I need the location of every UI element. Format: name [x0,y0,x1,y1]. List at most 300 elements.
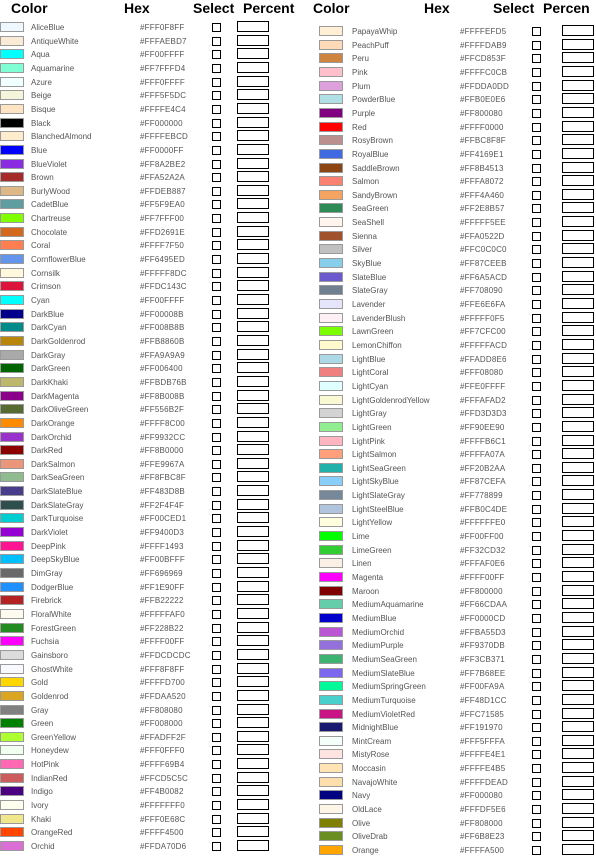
select-checkbox[interactable] [212,200,221,209]
select-checkbox[interactable] [212,269,221,278]
percent-input[interactable] [237,103,269,114]
color-hex: #FF0000CD [460,613,506,623]
percent-input[interactable] [562,680,594,691]
select-checkbox[interactable] [212,624,221,633]
select-checkbox[interactable] [212,610,221,619]
percent-input[interactable] [562,844,594,855]
select-checkbox[interactable] [212,364,221,373]
color-swatch [0,90,24,100]
percent-input[interactable] [562,202,594,213]
select-checkbox[interactable] [212,555,221,564]
select-checkbox[interactable] [532,791,541,800]
color-row [310,735,596,748]
percent-input[interactable] [562,448,594,459]
percent-input[interactable] [562,284,594,295]
color-swatch [0,213,24,223]
color-swatch [319,299,343,309]
select-checkbox[interactable] [212,91,221,100]
percent-input[interactable] [237,567,269,578]
percent-input[interactable] [237,731,269,742]
percent-input[interactable] [562,762,594,773]
percent-input[interactable] [562,503,594,514]
select-checkbox[interactable] [212,187,221,196]
select-checkbox[interactable] [532,682,541,691]
select-checkbox[interactable] [532,546,541,555]
color-row [310,80,596,93]
select-checkbox[interactable] [212,214,221,223]
select-checkbox[interactable] [212,132,221,141]
color-name: ForestGreen [31,623,76,633]
select-checkbox[interactable] [212,528,221,537]
select-checkbox[interactable] [212,446,221,455]
percent-input[interactable] [562,243,594,254]
percent-input[interactable] [237,335,269,346]
color-hex: #FFDDA0DD [460,81,509,91]
percent-input[interactable] [562,639,594,650]
select-checkbox[interactable] [212,678,221,687]
select-checkbox[interactable] [212,228,221,237]
color-swatch [319,818,343,828]
percent-input[interactable] [562,667,594,678]
select-checkbox[interactable] [532,327,541,336]
percent-input[interactable] [237,390,269,401]
color-hex: #FFF0FFF0 [140,746,185,756]
percent-input[interactable] [237,444,269,455]
percent-input[interactable] [562,516,594,527]
percent-input[interactable] [562,407,594,418]
percent-input[interactable] [237,526,269,537]
percent-input[interactable] [562,189,594,200]
select-checkbox[interactable] [532,532,541,541]
percent-input[interactable] [237,676,269,687]
percent-input[interactable] [562,134,594,145]
select-checkbox[interactable] [532,150,541,159]
select-checkbox[interactable] [532,819,541,828]
percent-input[interactable] [237,198,269,209]
percent-input[interactable] [237,799,269,810]
select-checkbox[interactable] [532,68,541,77]
percent-input[interactable] [237,512,269,523]
select-checkbox[interactable] [532,710,541,719]
color-name: Cyan [31,296,50,305]
percent-input[interactable] [237,813,269,824]
percent-input[interactable] [237,35,269,46]
percent-input[interactable] [562,162,594,173]
color-row [310,353,596,366]
percent-input[interactable] [562,339,594,350]
percent-input[interactable] [562,708,594,719]
percent-input[interactable] [562,830,594,841]
select-checkbox[interactable] [212,23,221,32]
percent-input[interactable] [237,431,269,442]
select-checkbox[interactable] [212,692,221,701]
select-checkbox[interactable] [212,542,221,551]
select-checkbox[interactable] [532,641,541,650]
percent-input[interactable] [562,93,594,104]
color-row [310,298,596,311]
select-checkbox[interactable] [532,464,541,473]
color-row [310,230,596,243]
percent-input[interactable] [237,458,269,469]
select-checkbox[interactable] [532,805,541,814]
percent-input[interactable] [562,325,594,336]
percent-input[interactable] [562,107,594,118]
color-name: MediumSpringGreen [352,682,426,692]
select-checkbox[interactable] [212,774,221,783]
percent-input[interactable] [562,598,594,609]
percent-input[interactable] [562,435,594,446]
percent-input[interactable] [562,394,594,405]
select-checkbox[interactable] [212,241,221,250]
select-checkbox[interactable] [532,737,541,746]
select-checkbox[interactable] [532,396,541,405]
select-checkbox[interactable] [532,505,541,514]
select-checkbox[interactable] [532,600,541,609]
select-checkbox[interactable] [532,218,541,227]
color-name: OliveDrab [352,832,388,842]
percent-input[interactable] [237,253,269,264]
percent-input[interactable] [237,499,269,510]
color-hex: #FFE9967A [140,459,185,469]
percent-input[interactable] [237,212,269,223]
color-hex: #FFFFFAF0 [140,609,185,619]
select-checkbox[interactable] [532,368,541,377]
color-hex: #FFFF00FF [140,637,185,647]
percent-input[interactable] [562,735,594,746]
color-hex: #FFDCDCDC [140,650,191,660]
color-hex: #FF7B68EE [460,668,506,678]
color-swatch [0,49,24,59]
percent-input[interactable] [562,66,594,77]
percent-input[interactable] [562,694,594,705]
percent-input[interactable] [562,25,594,36]
select-checkbox[interactable] [212,719,221,728]
percent-input[interactable] [237,581,269,592]
select-checkbox[interactable] [212,337,221,346]
color-row [0,840,302,853]
percent-input[interactable] [562,80,594,91]
percent-input[interactable] [237,758,269,769]
percent-input[interactable] [237,840,269,851]
percent-input[interactable] [562,789,594,800]
color-swatch [319,476,343,486]
percent-input[interactable] [237,267,269,278]
color-hex: #FFFF1493 [140,541,184,551]
select-checkbox[interactable] [212,487,221,496]
percent-input[interactable] [562,721,594,732]
percent-input[interactable] [237,239,269,250]
select-checkbox[interactable] [532,614,541,623]
select-checkbox[interactable] [212,173,221,182]
select-checkbox[interactable] [532,764,541,773]
color-hex: #FFFF0000 [460,122,504,132]
select-checkbox[interactable] [212,815,221,824]
select-checkbox[interactable] [212,351,221,360]
color-row [310,776,596,789]
select-checkbox[interactable] [212,706,221,715]
select-checkbox[interactable] [212,310,221,319]
select-checkbox[interactable] [212,296,221,305]
select-checkbox[interactable] [532,245,541,254]
color-swatch [0,677,24,687]
select-checkbox[interactable] [212,255,221,264]
select-checkbox[interactable] [532,314,541,323]
select-checkbox[interactable] [532,437,541,446]
percent-input[interactable] [237,48,269,59]
percent-input[interactable] [562,366,594,377]
percent-input[interactable] [562,230,594,241]
percent-input[interactable] [562,380,594,391]
select-checkbox[interactable] [532,559,541,568]
select-checkbox[interactable] [212,405,221,414]
select-checkbox[interactable] [532,273,541,282]
select-checkbox[interactable] [532,423,541,432]
select-checkbox[interactable] [212,160,221,169]
select-checkbox[interactable] [212,583,221,592]
select-checkbox[interactable] [532,696,541,705]
select-checkbox[interactable] [212,637,221,646]
percent-input[interactable] [562,817,594,828]
color-row [310,748,596,761]
percent-input[interactable] [562,585,594,596]
percent-input[interactable] [562,544,594,555]
select-checkbox[interactable] [212,514,221,523]
select-checkbox[interactable] [532,191,541,200]
percent-input[interactable] [237,362,269,373]
percent-input[interactable] [237,89,269,100]
select-checkbox[interactable] [212,596,221,605]
percent-input[interactable] [237,403,269,414]
select-checkbox[interactable] [532,136,541,145]
select-checkbox[interactable] [532,846,541,855]
percent-input[interactable] [562,530,594,541]
select-checkbox[interactable] [532,82,541,91]
percent-input[interactable] [237,294,269,305]
color-swatch [319,599,343,609]
percent-input[interactable] [562,257,594,268]
select-checkbox[interactable] [212,37,221,46]
select-checkbox[interactable] [532,164,541,173]
select-checkbox[interactable] [212,801,221,810]
percent-input[interactable] [237,717,269,728]
select-checkbox[interactable] [532,382,541,391]
select-checkbox[interactable] [532,300,541,309]
color-hex: #FF7CFC00 [460,327,506,337]
percent-input[interactable] [562,121,594,132]
percent-input[interactable] [562,421,594,432]
select-checkbox[interactable] [532,723,541,732]
select-checkbox[interactable] [532,286,541,295]
color-row [310,93,596,106]
select-checkbox[interactable] [532,109,541,118]
color-row [0,471,302,484]
percent-input[interactable] [237,185,269,196]
select-checkbox[interactable] [532,669,541,678]
color-swatch [0,486,24,496]
select-checkbox[interactable] [212,760,221,769]
percent-input[interactable] [562,462,594,473]
percent-input[interactable] [237,417,269,428]
color-row [0,594,302,607]
select-checkbox[interactable] [212,64,221,73]
select-checkbox[interactable] [212,433,221,442]
select-checkbox[interactable] [532,204,541,213]
percent-input[interactable] [562,748,594,759]
color-name: OldLace [352,805,382,815]
color-name: Magenta [352,573,384,582]
select-checkbox[interactable] [532,750,541,759]
select-checkbox[interactable] [532,54,541,63]
percent-input[interactable] [237,62,269,73]
percent-input[interactable] [562,312,594,323]
color-hex: #FF708090 [460,286,503,296]
percent-input[interactable] [237,485,269,496]
percent-input[interactable] [237,144,269,155]
select-checkbox[interactable] [212,665,221,674]
select-checkbox[interactable] [212,569,221,578]
percent-input[interactable] [562,776,594,787]
percent-input[interactable] [237,321,269,332]
percent-input[interactable] [237,117,269,128]
color-name: LightGreen [352,422,392,432]
color-row [310,394,596,407]
percent-input[interactable] [562,475,594,486]
select-checkbox[interactable] [532,491,541,500]
percent-input[interactable] [237,280,269,291]
select-checkbox[interactable] [212,105,221,114]
percent-input[interactable] [562,571,594,582]
percent-input[interactable] [562,653,594,664]
percent-input[interactable] [562,298,594,309]
select-checkbox[interactable] [212,50,221,59]
select-checkbox[interactable] [212,651,221,660]
select-checkbox[interactable] [212,392,221,401]
select-checkbox[interactable] [212,733,221,742]
percent-input[interactable] [562,175,594,186]
percent-input[interactable] [237,171,269,182]
color-row [310,25,596,38]
percent-input[interactable] [562,52,594,63]
select-checkbox[interactable] [532,409,541,418]
percent-input[interactable] [562,216,594,227]
select-checkbox[interactable] [532,232,541,241]
select-checkbox[interactable] [212,78,221,87]
percent-input[interactable] [237,471,269,482]
select-checkbox[interactable] [212,460,221,469]
select-checkbox[interactable] [532,177,541,186]
color-hex: #FFFFA07A [460,450,505,460]
percent-input[interactable] [237,349,269,360]
color-row [310,407,596,420]
percent-input[interactable] [237,608,269,619]
select-checkbox[interactable] [212,282,221,291]
percent-input[interactable] [237,826,269,837]
percent-input[interactable] [237,376,269,387]
select-checkbox[interactable] [212,787,221,796]
select-checkbox[interactable] [532,123,541,132]
select-checkbox[interactable] [532,655,541,664]
percent-input[interactable] [237,21,269,32]
select-checkbox[interactable] [212,828,221,837]
percent-input[interactable] [562,39,594,50]
select-checkbox[interactable] [532,832,541,841]
select-checkbox[interactable] [212,146,221,155]
color-swatch [319,845,343,855]
color-swatch [319,163,343,173]
select-checkbox[interactable] [212,378,221,387]
select-checkbox[interactable] [212,842,221,851]
select-checkbox[interactable] [212,746,221,755]
color-hex: #FF556B2F [140,405,185,415]
percent-input[interactable] [562,489,594,500]
color-swatch [319,53,343,63]
select-checkbox[interactable] [532,450,541,459]
select-checkbox[interactable] [212,473,221,482]
select-checkbox[interactable] [532,628,541,637]
select-checkbox[interactable] [532,355,541,364]
percent-input[interactable] [237,130,269,141]
percent-input[interactable] [237,772,269,783]
color-hex: #FF8FBC8F [140,473,186,483]
select-checkbox[interactable] [532,573,541,582]
percent-input[interactable] [237,704,269,715]
color-hex: #FF20B2AA [460,463,506,473]
percent-input[interactable] [237,226,269,237]
color-row [310,284,596,297]
percent-input[interactable] [237,158,269,169]
percent-input[interactable] [237,553,269,564]
percent-input[interactable] [237,76,269,87]
color-swatch [0,22,24,32]
percent-input[interactable] [562,803,594,814]
percent-input[interactable] [562,557,594,568]
color-swatch [0,295,24,305]
percent-input[interactable] [562,271,594,282]
percent-input[interactable] [237,622,269,633]
select-checkbox[interactable] [532,41,541,50]
select-checkbox[interactable] [212,323,221,332]
color-name: Silver [352,245,373,255]
select-checkbox[interactable] [532,477,541,486]
select-checkbox[interactable] [532,518,541,527]
percent-input[interactable] [562,626,594,637]
select-checkbox[interactable] [532,95,541,104]
percent-input[interactable] [237,649,269,660]
percent-input[interactable] [237,744,269,755]
select-checkbox[interactable] [532,27,541,36]
percent-input[interactable] [237,594,269,605]
percent-input[interactable] [237,308,269,319]
color-swatch [319,190,343,200]
select-checkbox[interactable] [212,119,221,128]
percent-input[interactable] [237,540,269,551]
percent-input[interactable] [237,785,269,796]
select-checkbox[interactable] [532,259,541,268]
color-swatch [319,272,343,282]
percent-input[interactable] [562,148,594,159]
color-row [0,390,302,403]
select-checkbox[interactable] [532,341,541,350]
select-checkbox[interactable] [212,419,221,428]
percent-input[interactable] [562,353,594,364]
percent-input[interactable] [237,663,269,674]
percent-input[interactable] [237,635,269,646]
percent-input[interactable] [237,690,269,701]
select-checkbox[interactable] [532,587,541,596]
select-checkbox[interactable] [212,501,221,510]
select-checkbox[interactable] [532,778,541,787]
percent-input[interactable] [562,612,594,623]
